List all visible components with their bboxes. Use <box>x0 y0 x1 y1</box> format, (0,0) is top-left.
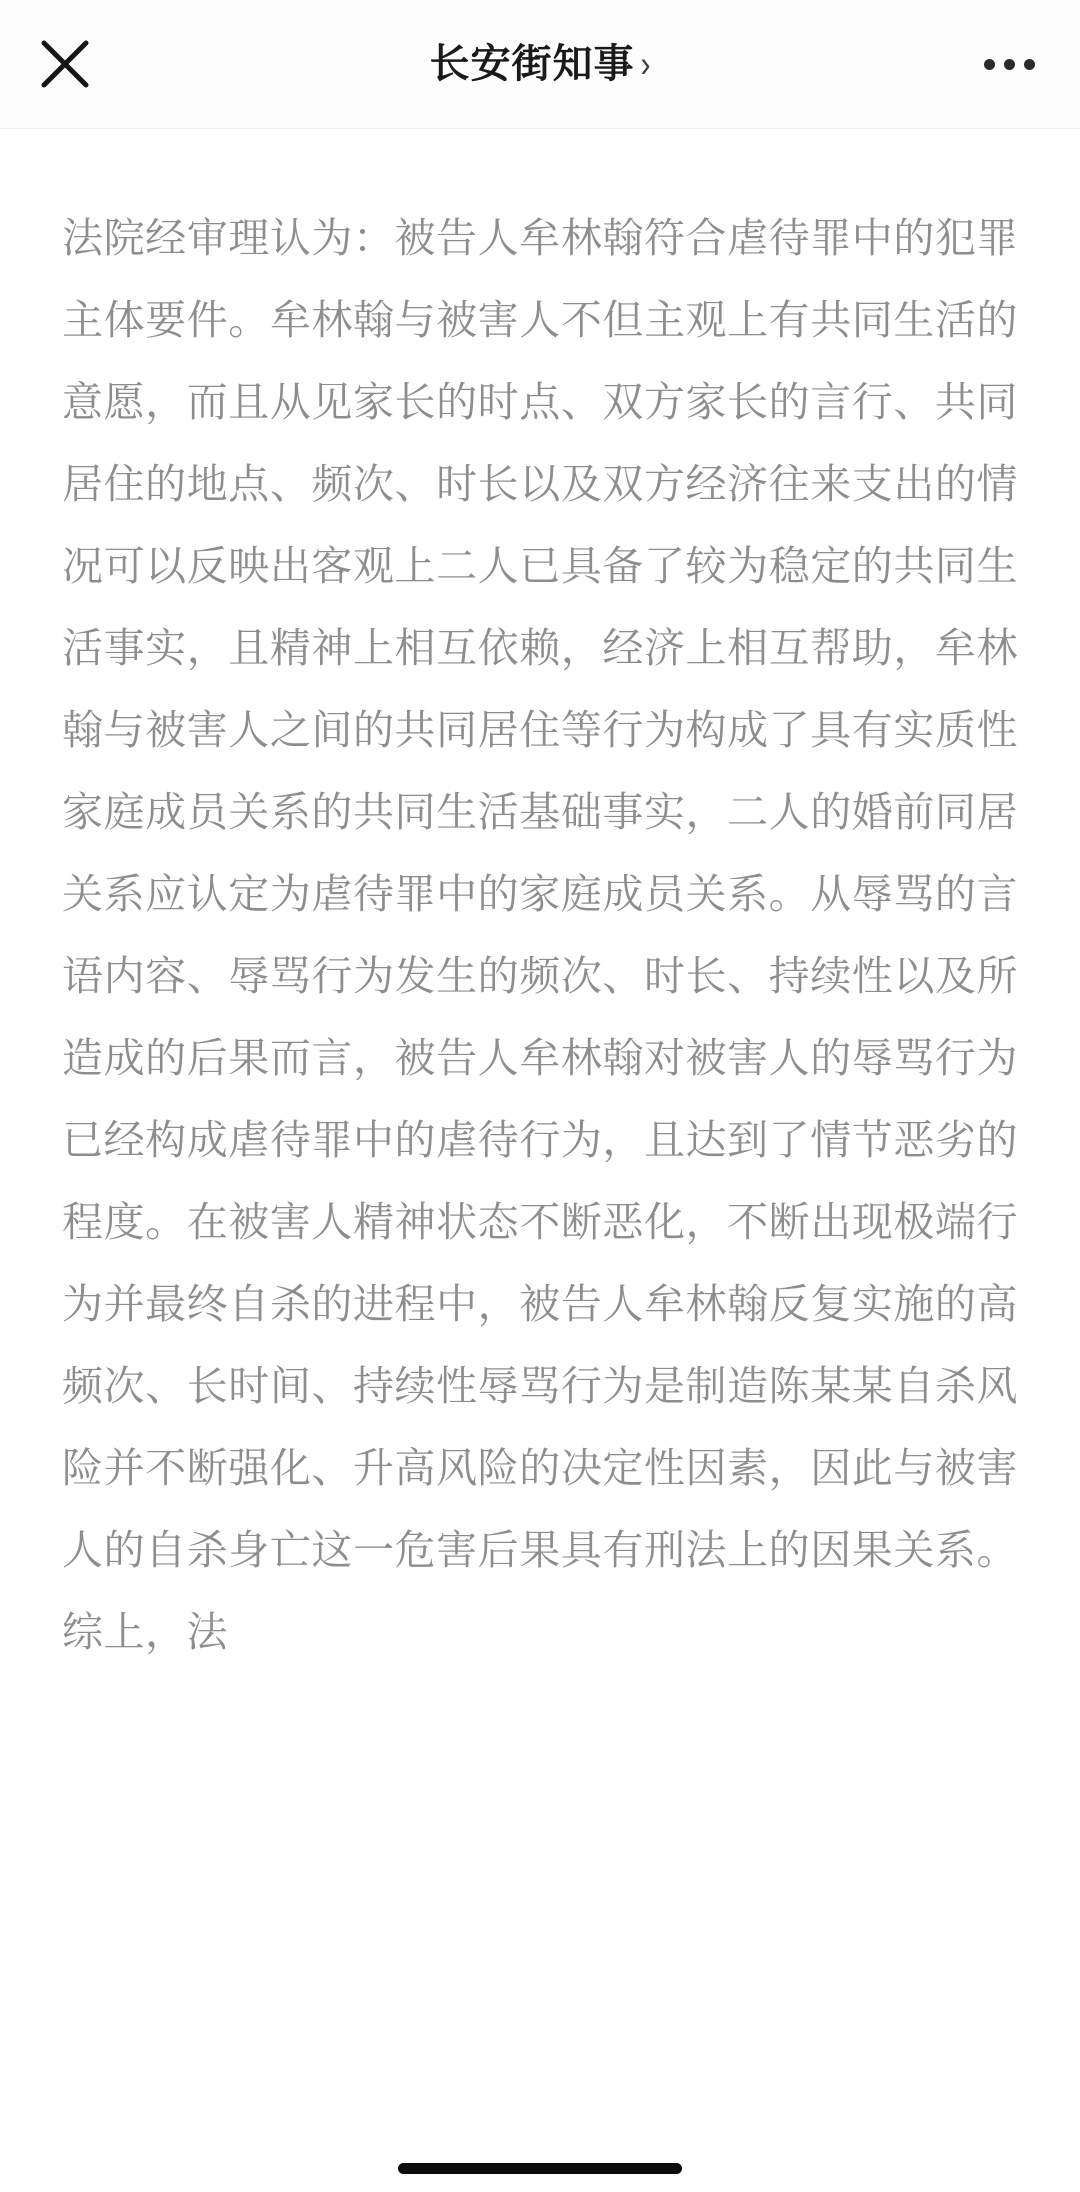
more-dot <box>984 59 995 70</box>
more-dot <box>1024 59 1035 70</box>
page-title: 长安街知事 <box>429 42 635 86</box>
more-options-icon[interactable] <box>974 34 1044 94</box>
more-dot <box>1004 59 1015 70</box>
article-content <box>0 129 1080 1673</box>
navigation-bar <box>0 0 1080 129</box>
account-title-button[interactable] <box>430 44 651 84</box>
chevron-right-icon: › <box>640 43 651 85</box>
close-icon[interactable] <box>34 33 96 95</box>
article-paragraph: 法院经审理认为：被告人牟林翰符合虐待罪中的犯罪主体要件。牟林翰与被害人不但主观上有共同生活的意愿，而且从见家长的时点、双方家长的言行、共同居住的地点、频次、时长以及双方经济往来支出的情况可以反映出客观上二人已具备了较为稳定的共同生活事实，且精神上相互依赖，经济上相互帮助，牟林翰与被害人之间的共同居住等行为构成了具有实质性家庭成员关系的共同生活基础事实，二人的婚前同居关系应认定为虐待罪中的家庭成员关系。从辱骂的言语内容、辱骂行为发生的频次、时长、持续性以及所造成的后果而言，被告人牟林翰对被害人的辱骂行为已经构成虐待罪中的虐待行为，且达到了情节恶劣的程度。在被害人精神状态不断恶化，不断出现极端行为并最终自杀的进程中，被告人牟林翰反复实施的高频次、长时间、持续性辱骂行为是制造陈某某自杀风险并不断强化、升高风险的决定性因素，因此与被害人的自杀身亡这一危害后果具有刑法上的因果关系。综上，法 <box>62 214 1018 1656</box>
home-indicator <box>398 2163 682 2174</box>
